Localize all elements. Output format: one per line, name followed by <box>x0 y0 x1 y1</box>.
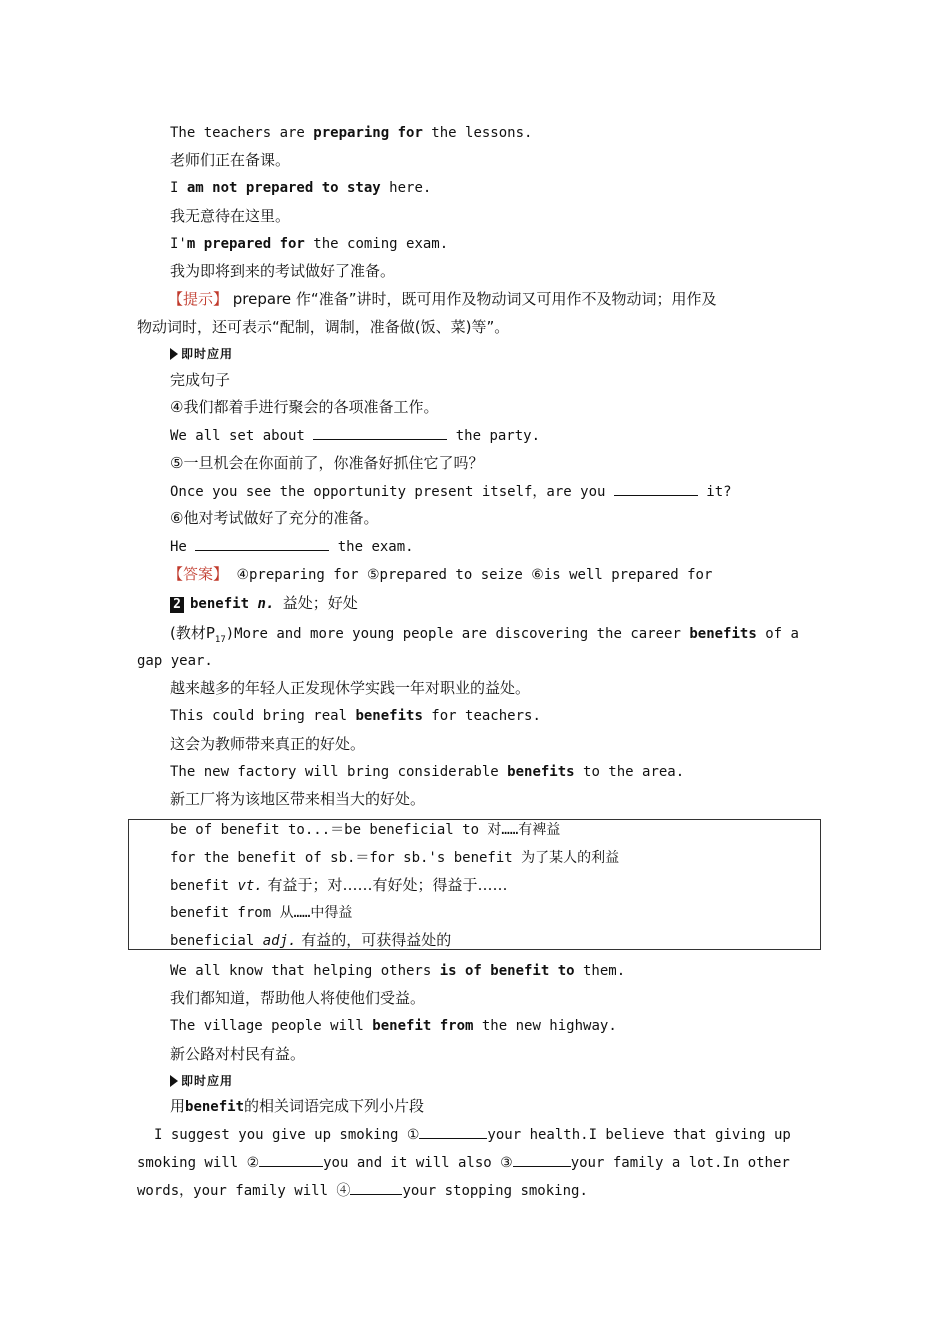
text: to the area. <box>574 764 685 780</box>
section-header <box>170 344 233 364</box>
section-header-label: 即时应用 <box>181 1074 234 1088</box>
text: We all set about <box>170 428 314 444</box>
text: I suggest you give up smoking ① <box>154 1127 420 1143</box>
practice-title: 完成句子 <box>170 371 231 389</box>
phrase-row: benefit from 从……中得益 <box>170 905 353 921</box>
section-header-label: 即时应用 <box>181 347 234 361</box>
practice-title <box>170 1096 424 1116</box>
answer-blank[interactable] <box>259 1152 323 1167</box>
arrow-icon <box>170 1075 178 1087</box>
page-ref: 17 <box>214 634 226 645</box>
example-sentence <box>170 706 541 726</box>
phrase-row: for the benefit of sb.＝for sb.'s benefit 为了某人的利益 <box>170 850 620 866</box>
text: you and it will also ③ <box>323 1155 513 1171</box>
vocab-word: benefit <box>190 596 250 612</box>
translation: 我为即将到来的考试做好了准备。 <box>170 262 396 280</box>
answer-blank[interactable] <box>513 1152 571 1167</box>
text: beneficial <box>170 933 263 949</box>
phrase-row <box>170 930 451 950</box>
text: 有益的，可获得益处的 <box>296 931 452 949</box>
key-phrase: preparing for <box>313 125 423 141</box>
text: the coming exam. <box>304 236 449 252</box>
part-of-speech: n. <box>257 596 275 612</box>
text: of a <box>756 626 799 642</box>
answer-blank[interactable] <box>195 536 329 551</box>
translation: 我们都知道，帮助他人将使他们受益。 <box>170 989 426 1007</box>
question <box>170 481 732 501</box>
translation: 老师们正在备课。 <box>170 151 291 169</box>
translation: 新工厂将为该地区带来相当大的好处。 <box>170 790 426 808</box>
key-phrase: am not prepared to stay <box>186 180 381 196</box>
example-sentence <box>170 178 431 198</box>
question <box>170 536 414 556</box>
tip-label: 【提示】 <box>168 290 229 308</box>
question-cn: ④我们都着手进行聚会的各项准备工作。 <box>170 398 439 416</box>
key-phrase: m prepared for <box>186 236 305 252</box>
text: your stopping smoking. <box>402 1183 588 1199</box>
text: for teachers. <box>422 708 541 724</box>
passage-line <box>137 1152 790 1172</box>
text: )More and more young people are discovering the career <box>225 626 690 642</box>
key-word: benefit <box>185 1099 245 1115</box>
part-of-speech: vt. <box>237 878 263 894</box>
text: here. <box>380 180 432 196</box>
arrow-icon <box>170 348 178 360</box>
text: your family a lot.In other <box>570 1155 790 1171</box>
section-header <box>170 1071 233 1091</box>
meaning: 益处；好处 <box>282 594 358 612</box>
example-sentence <box>170 961 625 981</box>
answer-line <box>168 564 712 584</box>
passage-line <box>137 1180 588 1200</box>
example-sentence <box>170 762 684 782</box>
text: words，your family will ④ <box>137 1183 351 1199</box>
text: I' <box>170 236 187 252</box>
key-phrase: benefits <box>355 708 423 724</box>
translation: 这会为教师带来真正的好处。 <box>170 735 366 753</box>
text: 有益于；对……有好处；得益于…… <box>262 876 508 894</box>
text: The new factory will bring considerable <box>170 764 508 780</box>
textbook-sentence-cont: gap year. <box>137 653 213 669</box>
phrase-row: be of benefit to...＝be beneficial to 对……有裨益 <box>170 822 561 838</box>
question-cn: ⑥他对考试做好了充分的准备。 <box>170 509 379 527</box>
example-sentence <box>170 1016 617 1036</box>
translation: 我无意待在这里。 <box>170 207 291 225</box>
text: Once you see the opportunity present itself，are you <box>170 484 614 500</box>
key-phrase: benefit from <box>372 1018 474 1034</box>
text: I <box>170 180 187 196</box>
question-cn: ⑤一旦机会在你面前了，你准备好抓住它了吗？ <box>170 454 484 472</box>
tip-text: prepare 作“准备”讲时，既可用作及物动词又可用作不及物动词；用作及 <box>228 290 717 308</box>
phrase-row <box>170 875 508 895</box>
text: the new highway. <box>473 1018 617 1034</box>
key-phrase: is of benefit to <box>439 963 575 979</box>
answer-blank[interactable] <box>313 425 447 440</box>
part-of-speech: adj. <box>262 933 297 949</box>
text: your health.I believe that giving up <box>487 1127 791 1143</box>
answer-label: 【答案】 <box>168 565 229 583</box>
text: the lessons. <box>422 125 533 141</box>
example-sentence <box>170 123 532 143</box>
text: He <box>170 539 196 555</box>
text: 的相关词语完成下列小片段 <box>244 1097 425 1115</box>
answer-text: ④preparing for ⑤prepared to seize ⑥is well prepared for <box>228 567 713 583</box>
key-phrase: benefits <box>507 764 575 780</box>
text: The teachers are <box>170 125 314 141</box>
text: smoking will ② <box>137 1155 260 1171</box>
tip-line <box>168 289 716 309</box>
text: (教材P <box>170 624 215 642</box>
text: it? <box>697 484 732 500</box>
text: the party. <box>447 428 541 444</box>
text: The village people will <box>170 1018 373 1034</box>
passage-line <box>154 1124 791 1144</box>
translation: 新公路对村民有益。 <box>170 1045 306 1063</box>
translation: 越来越多的年轻人正发现休学实践一年对职业的益处。 <box>170 679 531 697</box>
vocab-heading <box>170 593 358 613</box>
tip-line: 物动词时，还可表示“配制，调制，准备做(饭、菜)等”。 <box>137 318 510 336</box>
question <box>170 425 540 445</box>
text: the exam. <box>329 539 414 555</box>
text: 用 <box>170 1097 186 1115</box>
text: We all know that helping others <box>170 963 440 979</box>
text: them. <box>574 963 626 979</box>
text: benefit <box>170 878 238 894</box>
key-phrase: benefits <box>689 626 757 642</box>
textbook-sentence <box>170 623 799 643</box>
answer-blank[interactable] <box>614 481 698 496</box>
text: This could bring real <box>170 708 356 724</box>
answer-blank[interactable] <box>419 1124 487 1139</box>
item-number: 2 <box>170 597 184 613</box>
answer-blank[interactable] <box>350 1180 402 1195</box>
example-sentence <box>170 234 448 254</box>
